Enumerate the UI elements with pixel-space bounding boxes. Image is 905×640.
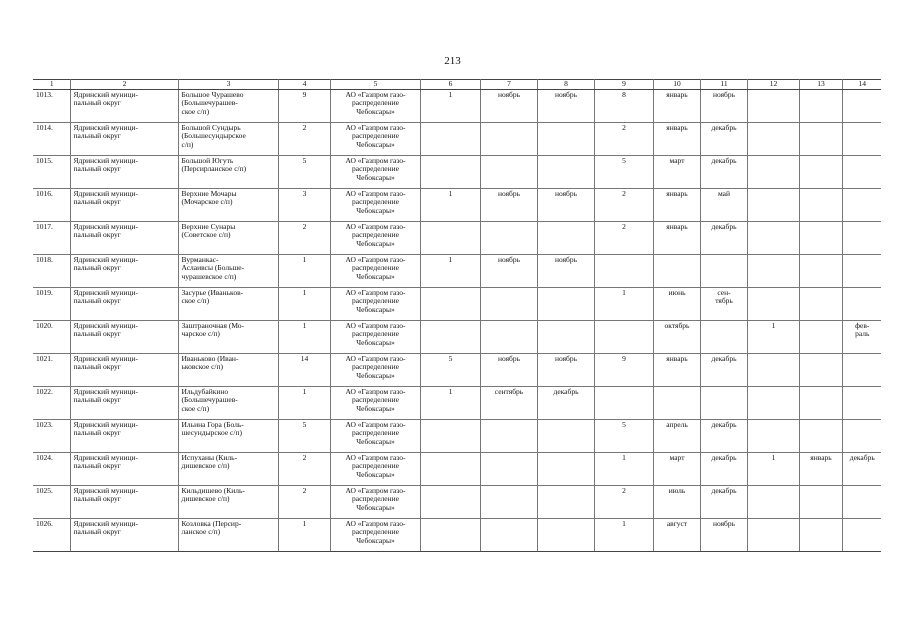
col14-cell [842, 419, 881, 452]
col12-cell [747, 419, 799, 452]
row-number-cell: 1016. [33, 188, 70, 221]
col8-cell: ноябрь [537, 188, 594, 221]
row-number-cell: 1024. [33, 452, 70, 485]
col9-cell: 5 [594, 155, 653, 188]
col7-cell [480, 320, 537, 353]
col11-cell [700, 386, 747, 419]
district-cell: Ядринский муници- пальный округ [70, 518, 178, 551]
col11-cell: декабрь [700, 221, 747, 254]
settlement-cell: Большой Югуть (Персирланское с/п) [178, 155, 278, 188]
column-header: 14 [842, 80, 881, 90]
col8-cell [537, 287, 594, 320]
col9-cell: 1 [594, 287, 653, 320]
col7-cell: сентябрь [480, 386, 537, 419]
col8-cell [537, 419, 594, 452]
col8-cell: декабрь [537, 386, 594, 419]
count-cell: 1 [278, 287, 330, 320]
col7-cell [480, 221, 537, 254]
col8-cell [537, 155, 594, 188]
col6-cell: 1 [420, 89, 480, 122]
settlement-cell: Большое Чурашево (Большечурашев- ское с/п) [178, 89, 278, 122]
settlement-cell: Засурье (Иваньков- ское с/п) [178, 287, 278, 320]
district-cell: Ядринский муници- пальный округ [70, 419, 178, 452]
settlement-cell: Верхние Сунары (Советское с/п) [178, 221, 278, 254]
column-header: 13 [799, 80, 842, 90]
col8-cell [537, 221, 594, 254]
col11-cell: декабрь [700, 485, 747, 518]
col14-cell [842, 89, 881, 122]
column-header: 1 [33, 80, 70, 90]
district-cell: Ядринский муници- пальный округ [70, 320, 178, 353]
col14-cell [842, 155, 881, 188]
col11-cell: декабрь [700, 419, 747, 452]
count-cell: 1 [278, 518, 330, 551]
col6-cell [420, 419, 480, 452]
col12-cell [747, 287, 799, 320]
col7-cell [480, 122, 537, 155]
col13-cell [799, 353, 842, 386]
organization-cell: АО «Газпром газо- распределение Чебоксары» [330, 386, 420, 419]
col12-cell [747, 485, 799, 518]
organization-cell: АО «Газпром газо- распределение Чебоксары» [330, 419, 420, 452]
col8-cell [537, 518, 594, 551]
column-header: 12 [747, 80, 799, 90]
col8-cell [537, 485, 594, 518]
row-number-cell: 1014. [33, 122, 70, 155]
organization-cell: АО «Газпром газо- распределение Чебоксары» [330, 320, 420, 353]
organization-cell: АО «Газпром газо- распределение Чебоксары» [330, 221, 420, 254]
organization-cell: АО «Газпром газо- распределение Чебоксары» [330, 122, 420, 155]
district-cell: Ядринский муници- пальный округ [70, 188, 178, 221]
count-cell: 1 [278, 386, 330, 419]
column-header: 9 [594, 80, 653, 90]
col9-cell [594, 320, 653, 353]
table-row [33, 254, 881, 287]
column-header: 5 [330, 80, 420, 90]
table-row [33, 485, 881, 518]
col6-cell [420, 320, 480, 353]
col9-cell: 2 [594, 122, 653, 155]
col13-cell [799, 188, 842, 221]
count-cell: 14 [278, 353, 330, 386]
col11-cell: сен- тябрь [700, 287, 747, 320]
col11-cell: декабрь [700, 353, 747, 386]
settlement-cell: Большой Сундырь (Большесундырское с/п) [178, 122, 278, 155]
row-number-cell: 1025. [33, 485, 70, 518]
col12-cell [747, 221, 799, 254]
col6-cell: 1 [420, 188, 480, 221]
col14-cell [842, 221, 881, 254]
settlement-cell: Кильдишево (Киль- дишевское с/п) [178, 485, 278, 518]
col13-cell [799, 221, 842, 254]
organization-cell: АО «Газпром газо- распределение Чебоксары» [330, 485, 420, 518]
settlement-cell: Верхние Мочары (Мочарское с/п) [178, 188, 278, 221]
count-cell: 2 [278, 221, 330, 254]
col12-cell: 1 [747, 320, 799, 353]
district-cell: Ядринский муници- пальный округ [70, 485, 178, 518]
settlement-cell: Заштраночная (Мо- чарское с/п) [178, 320, 278, 353]
col12-cell [747, 188, 799, 221]
table-row [33, 221, 881, 254]
row-number-cell: 1017. [33, 221, 70, 254]
settlement-cell: Козловка (Персир- ланское с/п) [178, 518, 278, 551]
col14-cell: фев- раль [842, 320, 881, 353]
col6-cell [420, 122, 480, 155]
column-header: 3 [178, 80, 278, 90]
organization-cell: АО «Газпром газо- распределение Чебоксары» [330, 452, 420, 485]
col13-cell [799, 287, 842, 320]
table-row [33, 188, 881, 221]
district-cell: Ядринский муници- пальный округ [70, 353, 178, 386]
col6-cell: 1 [420, 386, 480, 419]
col7-cell: ноябрь [480, 353, 537, 386]
col11-cell [700, 320, 747, 353]
col14-cell [842, 353, 881, 386]
col14-cell [842, 386, 881, 419]
col8-cell [537, 320, 594, 353]
col7-cell [480, 452, 537, 485]
table-row [33, 89, 881, 122]
col7-cell: ноябрь [480, 188, 537, 221]
col9-cell: 2 [594, 188, 653, 221]
col8-cell: ноябрь [537, 353, 594, 386]
district-cell: Ядринский муници- пальный округ [70, 155, 178, 188]
col11-cell: декабрь [700, 155, 747, 188]
organization-cell: АО «Газпром газо- распределение Чебоксары» [330, 353, 420, 386]
col14-cell [842, 518, 881, 551]
organization-cell: АО «Газпром газо- распределение Чебоксары» [330, 188, 420, 221]
col13-cell [799, 320, 842, 353]
col6-cell [420, 287, 480, 320]
col6-cell [420, 518, 480, 551]
col9-cell: 8 [594, 89, 653, 122]
col10-cell [653, 386, 700, 419]
col11-cell: май [700, 188, 747, 221]
col11-cell: ноябрь [700, 518, 747, 551]
col7-cell [480, 155, 537, 188]
col9-cell: 2 [594, 221, 653, 254]
col10-cell: июль [653, 485, 700, 518]
table-row [33, 122, 881, 155]
row-number-cell: 1022. [33, 386, 70, 419]
settlement-cell: Иваньково (Иван- ьковское с/п) [178, 353, 278, 386]
col6-cell: 5 [420, 353, 480, 386]
col13-cell [799, 254, 842, 287]
col13-cell [799, 122, 842, 155]
col13-cell: январь [799, 452, 842, 485]
row-number-cell: 1026. [33, 518, 70, 551]
count-cell: 1 [278, 320, 330, 353]
table-row [33, 518, 881, 551]
count-cell: 1 [278, 254, 330, 287]
column-header: 2 [70, 80, 178, 90]
col10-cell: январь [653, 221, 700, 254]
column-header: 8 [537, 80, 594, 90]
district-cell: Ядринский муници- пальный округ [70, 89, 178, 122]
settlement-cell: Вурманкас- Аслаивсы (Больше- чурашевское с/п) [178, 254, 278, 287]
col6-cell [420, 485, 480, 518]
row-number-cell: 1018. [33, 254, 70, 287]
count-cell: 2 [278, 452, 330, 485]
count-cell: 2 [278, 485, 330, 518]
col8-cell [537, 452, 594, 485]
settlement-cell: Испуханы (Киль- дишевское с/п) [178, 452, 278, 485]
col9-cell: 2 [594, 485, 653, 518]
col12-cell [747, 353, 799, 386]
col8-cell [537, 122, 594, 155]
page-number: 213 [444, 55, 461, 67]
col11-cell: декабрь [700, 122, 747, 155]
district-cell: Ядринский муници- пальный округ [70, 452, 178, 485]
count-cell: 5 [278, 419, 330, 452]
organization-cell: АО «Газпром газо- распределение Чебоксары» [330, 254, 420, 287]
col9-cell: 1 [594, 452, 653, 485]
col9-cell: 5 [594, 419, 653, 452]
col10-cell: январь [653, 89, 700, 122]
row-number-cell: 1019. [33, 287, 70, 320]
col7-cell [480, 419, 537, 452]
col8-cell: ноябрь [537, 254, 594, 287]
col14-cell [842, 254, 881, 287]
col10-cell: январь [653, 188, 700, 221]
row-number-cell: 1015. [33, 155, 70, 188]
table-body [33, 80, 881, 552]
district-cell: Ядринский муници- пальный округ [70, 254, 178, 287]
row-number-cell: 1023. [33, 419, 70, 452]
col7-cell [480, 485, 537, 518]
col9-cell [594, 254, 653, 287]
col7-cell [480, 518, 537, 551]
district-cell: Ядринский муници- пальный округ [70, 287, 178, 320]
table-row [33, 452, 881, 485]
district-cell: Ядринский муници- пальный округ [70, 221, 178, 254]
count-cell: 2 [278, 122, 330, 155]
count-cell: 9 [278, 89, 330, 122]
col10-cell: апрель [653, 419, 700, 452]
district-cell: Ядринский муници- пальный округ [70, 122, 178, 155]
col14-cell [842, 287, 881, 320]
col10-cell: январь [653, 122, 700, 155]
col9-cell: 1 [594, 518, 653, 551]
schedule-table [33, 79, 881, 552]
col12-cell [747, 386, 799, 419]
count-cell: 3 [278, 188, 330, 221]
col7-cell [480, 287, 537, 320]
col12-cell [747, 254, 799, 287]
col10-cell: март [653, 155, 700, 188]
column-header: 4 [278, 80, 330, 90]
col12-cell [747, 155, 799, 188]
col14-cell [842, 485, 881, 518]
column-header: 10 [653, 80, 700, 90]
organization-cell: АО «Газпром газо- распределение Чебоксары» [330, 518, 420, 551]
col11-cell: декабрь [700, 452, 747, 485]
organization-cell: АО «Газпром газо- распределение Чебоксары» [330, 287, 420, 320]
col11-cell: ноябрь [700, 89, 747, 122]
row-number-cell: 1013. [33, 89, 70, 122]
col6-cell [420, 155, 480, 188]
table-row [33, 155, 881, 188]
col13-cell [799, 386, 842, 419]
col10-cell: октябрь [653, 320, 700, 353]
col12-cell [747, 89, 799, 122]
settlement-cell: Ильдубайкино (Большечурашев- ское с/п) [178, 386, 278, 419]
column-header: 6 [420, 80, 480, 90]
table-row [33, 386, 881, 419]
settlement-cell: Ильина Гора (Боль- шесундырское с/п) [178, 419, 278, 452]
col13-cell [799, 155, 842, 188]
col10-cell: июнь [653, 287, 700, 320]
col10-cell: март [653, 452, 700, 485]
col6-cell: 1 [420, 254, 480, 287]
col12-cell [747, 122, 799, 155]
table-row [33, 419, 881, 452]
organization-cell: АО «Газпром газо- распределение Чебоксары» [330, 155, 420, 188]
col9-cell [594, 386, 653, 419]
col6-cell [420, 221, 480, 254]
col10-cell: август [653, 518, 700, 551]
col13-cell [799, 518, 842, 551]
col6-cell [420, 452, 480, 485]
col14-cell: декабрь [842, 452, 881, 485]
col7-cell: ноябрь [480, 254, 537, 287]
col13-cell [799, 419, 842, 452]
column-header: 7 [480, 80, 537, 90]
col13-cell [799, 485, 842, 518]
row-number-cell: 1020. [33, 320, 70, 353]
col9-cell: 9 [594, 353, 653, 386]
table-row [33, 353, 881, 386]
table-row [33, 287, 881, 320]
district-cell: Ядринский муници- пальный округ [70, 386, 178, 419]
row-number-cell: 1021. [33, 353, 70, 386]
column-header: 11 [700, 80, 747, 90]
col7-cell: ноябрь [480, 89, 537, 122]
col11-cell [700, 254, 747, 287]
column-number-row [33, 80, 881, 90]
organization-cell: АО «Газпром газо- распределение Чебоксары» [330, 89, 420, 122]
col14-cell [842, 188, 881, 221]
count-cell: 5 [278, 155, 330, 188]
col10-cell: январь [653, 353, 700, 386]
col14-cell [842, 122, 881, 155]
col12-cell [747, 518, 799, 551]
col13-cell [799, 89, 842, 122]
table-row [33, 320, 881, 353]
col8-cell: ноябрь [537, 89, 594, 122]
col10-cell [653, 254, 700, 287]
col12-cell: 1 [747, 452, 799, 485]
